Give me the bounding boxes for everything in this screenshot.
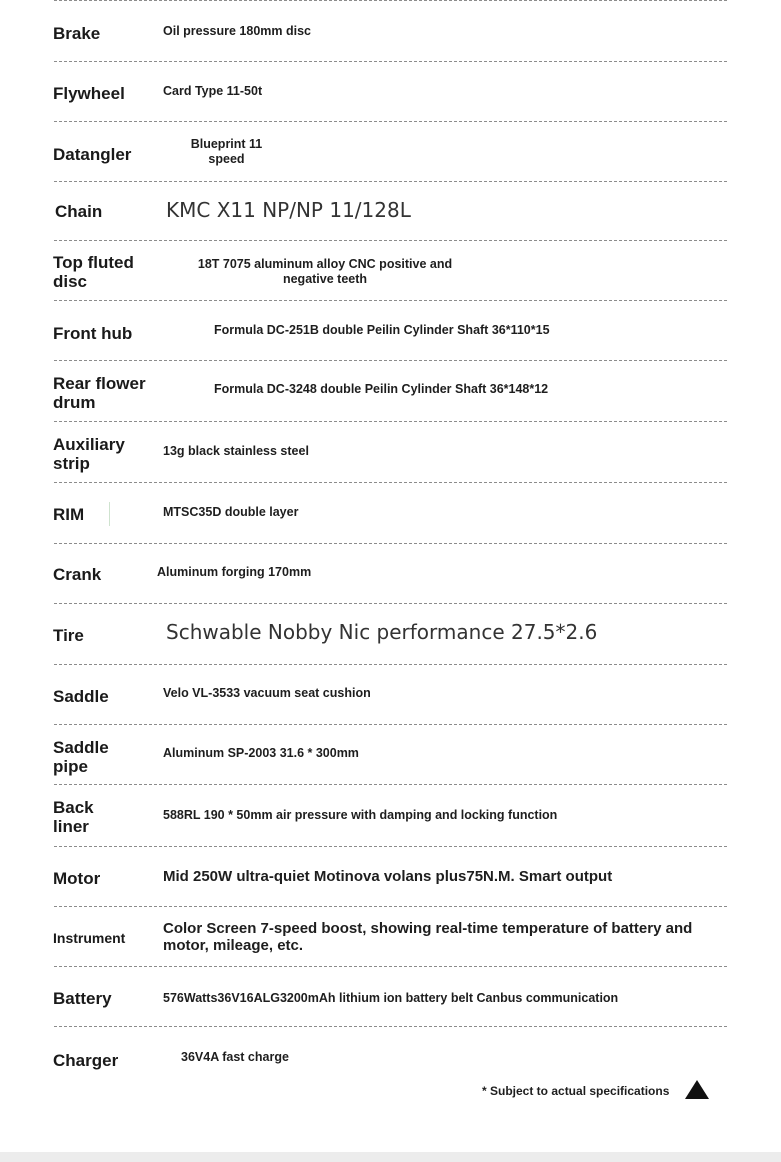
spec-label-crank: Crank — [53, 565, 102, 584]
spec-label-battery: Battery — [53, 989, 112, 1008]
divider — [54, 121, 727, 122]
spec-label-front-hub: Front hub — [53, 324, 133, 343]
divider — [54, 482, 727, 483]
spec-label-charger: Charger — [53, 1051, 119, 1070]
spec-value-charger: 36V4A fast charge — [181, 1050, 289, 1064]
spec-value-instrument: Color Screen 7-speed boost, showing real-time temperature of battery and motor, mileage, etc. — [163, 920, 693, 954]
spec-value-motor: Mid 250W ultra-quiet Motinova volans plus75N.M. Smart output — [163, 868, 613, 885]
spec-label-datangler: Datangler — [53, 145, 132, 164]
divider — [54, 360, 727, 361]
spec-label-rim: RIM — [53, 505, 85, 524]
divider — [54, 966, 727, 967]
spec-label-motor: Motor — [53, 869, 101, 888]
triangle-up-icon — [685, 1080, 709, 1099]
divider — [54, 724, 727, 725]
spec-label-saddle-pipe: Saddle pipe — [53, 738, 109, 776]
spec-value-front-hub: Formula DC-251B double Peilin Cylinder Shaft 36*110*15 — [214, 323, 550, 337]
divider — [54, 603, 727, 604]
spec-label-instrument: Instrument — [53, 930, 126, 946]
spec-label-top-fluted-disc: Top fluted disc — [53, 253, 134, 291]
spec-value-rim: MTSC35D double layer — [163, 505, 299, 519]
spec-label-auxiliary-strip: Auxiliary strip — [53, 435, 125, 473]
spec-label-back-liner: Back liner — [53, 798, 94, 836]
page-bottom-band — [0, 1152, 781, 1162]
spec-value-back-liner: 588RL 190 * 50mm air pressure with damping and locking function — [163, 808, 558, 822]
divider — [54, 300, 727, 301]
spec-value-tire: Schwable Nobby Nic performance 27.5*2.6 — [166, 620, 598, 644]
spec-value-battery: 576Watts36V16ALG3200mAh lithium ion battery belt Canbus communication — [163, 991, 619, 1005]
divider — [54, 240, 727, 241]
spec-value-brake: Oil pressure 180mm disc — [163, 24, 311, 38]
divider — [54, 0, 727, 1]
spec-value-top-fluted-disc: 18T 7075 aluminum alloy CNC positive and negative teeth — [197, 257, 453, 286]
spec-label-tire: Tire — [53, 626, 84, 645]
spec-label-chain: Chain — [55, 202, 103, 221]
spec-value-saddle-pipe: Aluminum SP-2003 31.6 * 300mm — [163, 746, 359, 760]
spec-value-datangler: Blueprint 11 speed — [190, 137, 263, 166]
divider — [54, 543, 727, 544]
divider — [54, 846, 727, 847]
spec-value-flywheel: Card Type 11-50t — [163, 84, 263, 98]
spec-value-chain: KMC X11 NP/NP 11/128L — [166, 198, 411, 222]
spec-value-auxiliary-strip: 13g black stainless steel — [163, 444, 309, 458]
divider — [54, 61, 727, 62]
divider — [54, 906, 727, 907]
divider-mark — [109, 502, 110, 526]
spec-label-saddle: Saddle — [53, 687, 109, 706]
spec-label-flywheel: Flywheel — [53, 84, 125, 103]
divider — [54, 664, 727, 665]
footnote: * Subject to actual specifications — [482, 1084, 670, 1098]
divider — [54, 181, 727, 182]
spec-value-crank: Aluminum forging 170mm — [157, 565, 312, 579]
spec-label-rear-flower-drum: Rear flower drum — [53, 374, 146, 412]
spec-label-brake: Brake — [53, 24, 101, 43]
spec-value-rear-flower-drum: Formula DC-3248 double Peilin Cylinder Shaft 36*148*12 — [214, 382, 549, 396]
divider — [54, 784, 727, 785]
divider — [54, 421, 727, 422]
spec-value-saddle: Velo VL-3533 vacuum seat cushion — [163, 686, 371, 700]
divider — [54, 1026, 727, 1027]
